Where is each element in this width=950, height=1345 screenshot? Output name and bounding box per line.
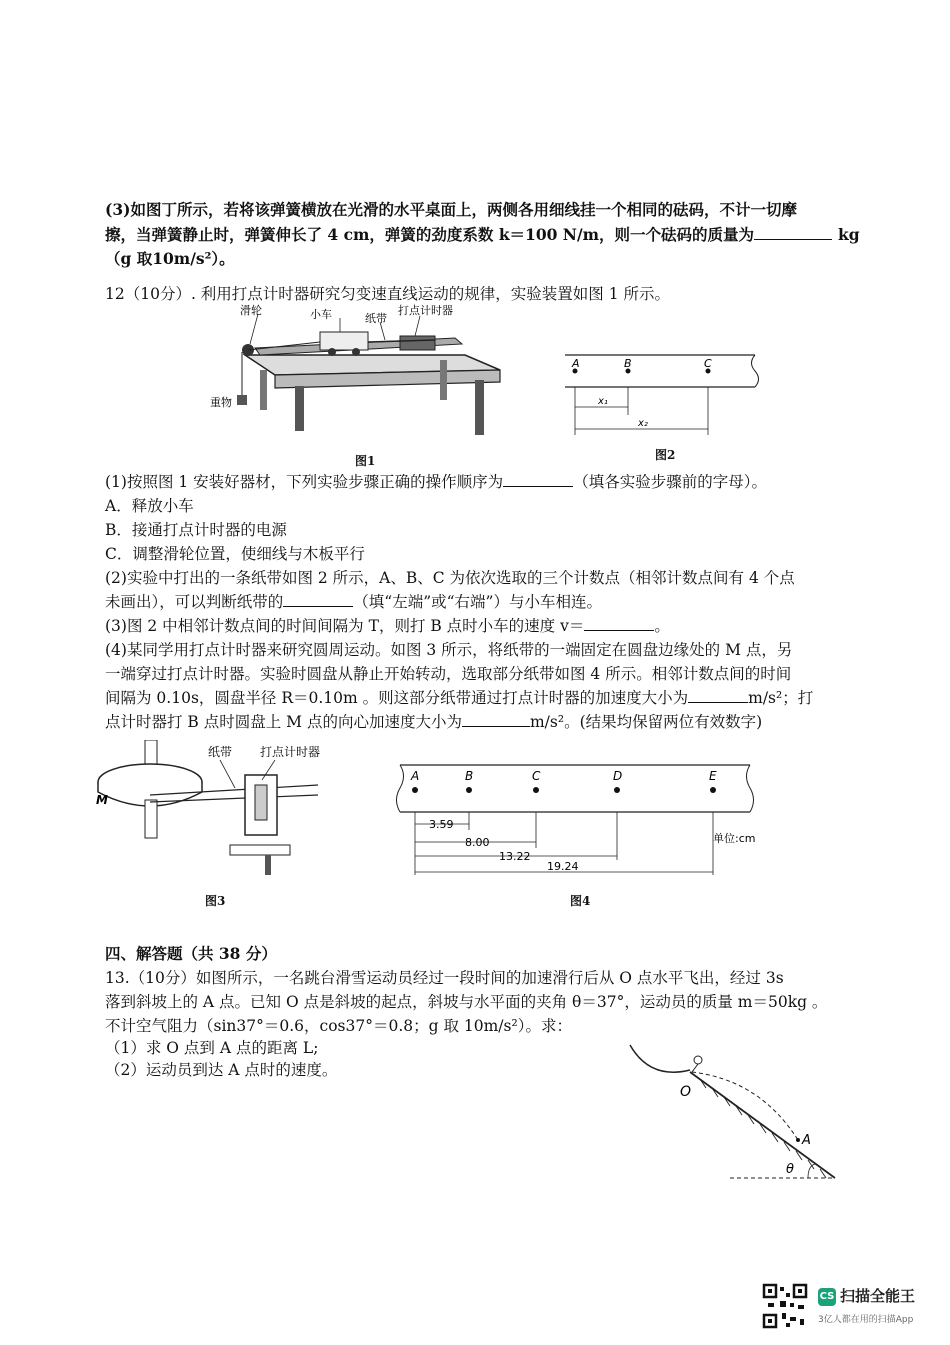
slope-a-label: A [802,1133,811,1148]
answer-blank[interactable] [688,688,748,703]
q12-p2-tail: （填“左端”或“右端”）与小车相连。 [353,593,602,611]
q11-3-unit: kg [838,225,860,244]
q12-option-a: A．释放小车 [105,497,194,515]
fig1-weight-label: 重物 [210,396,232,409]
ski-slope-figure [620,1040,850,1185]
q12-p4-line2: 一端穿过打点计时器。实验时圆盘从静止开始转动，选取部分纸带如图 4 所示。相邻计数点间的时间 [105,665,792,683]
fig2-b: B [624,357,632,370]
fig2-x2: x₂ [638,418,648,429]
fig1-tape-label: 纸带 [365,312,387,325]
fig4-e: E [709,769,717,783]
fig2-caption: 图2 [655,448,676,462]
fig2-c: C [704,357,712,370]
answer-blank[interactable] [754,225,832,240]
fig4-a: A [411,769,420,783]
q11-3-line3: （g 取10m/s²）。 [105,249,235,268]
fig2-x1: x₁ [598,396,608,407]
fig3-caption: 图3 [205,894,226,908]
fig4-d2: 8.00 [465,836,490,849]
q12-title: 12（10分）. 利用打点计时器研究匀变速直线运动的规律，实验装置如图 1 所示。 [105,285,671,303]
q12-p1-tail: （填各实验步骤前的字母）。 [573,473,767,491]
q13-sub1: （1）求 O 点到 A 点的距离 L; [105,1039,319,1057]
fig1-timer-label: 打点计时器 [398,304,453,317]
q13-line3: 不计空气阻力（sin37°＝0.6，cos37°＝0.8；g 取 10m/s²）。求： [105,1017,572,1035]
q12-p3 [105,614,670,636]
qr-code-icon [762,1283,808,1329]
scanner-watermark [818,1285,915,1325]
q12-p4-line3 [105,686,813,708]
q12-p4-line1: (4)某同学用打点计时器来研究圆周运动。如图 3 所示，将纸带的一端固定在圆盘边缘处的 M 点，另 [105,641,793,659]
fig3-m-label: M [96,793,108,807]
q12-option-b: B．接通打点计时器的电源 [105,521,287,539]
fig4-b: B [465,769,474,783]
q12-p1-text: (1)按照图 1 安装好器材，下列实验步骤正确的操作顺序为 [105,473,504,491]
q13-line1: 13.（10分）如图所示，一名跳台滑雪运动员经过一段时间的加速滑行后从 O 点水平飞出，经过 3s [105,969,784,987]
figure-1 [200,300,510,465]
q12-p2-text: 未画出），可以判断纸带的 [105,593,284,611]
fig4-caption: 图4 [570,894,591,908]
q13-line2: 落到斜坡上的 A 点。已知 O 点是斜坡的起点，斜坡与水平面的夹角 θ＝37°，运动员的质量 m＝50kg 。 [105,993,828,1011]
q11-3-line2 [105,223,860,245]
q12-p4-line4-tail: m/s²。(结果均保留两位有效数字) [529,713,763,731]
cs-logo-icon: CS [818,1288,836,1306]
q12-p2-line1: (2)实验中打出的一条纸带如图 2 所示，A、B、C 为依次选取的三个计数点（相邻计数点间有 4 个点 [105,569,795,587]
slope-o-label: O [680,1084,692,1100]
q12-p4-line3-tail: m/s²；打 [748,689,814,707]
section4-title: 四、解答题（共 38 分） [105,944,277,963]
fig4-d1: 3.59 [429,818,454,831]
answer-blank[interactable] [503,472,573,487]
q12-option-c: C．调整滑轮位置，使细线与木板平行 [105,545,365,563]
answer-blank[interactable] [283,592,353,607]
fig4-unit: 单位:cm [713,832,756,845]
figure-2 [560,345,770,440]
q11-3-line2-text: 擦，当弹簧静止时，弹簧伸长了 4 cm，弹簧的劲度系数 k＝100 N/m，则一个砝码的质量为 [105,225,755,244]
fig4-d4: 19.24 [547,860,579,873]
q12-p4-line4-text: 点计时器打 B 点时圆盘上 M 点的向心加速度大小为 [105,713,462,731]
q12-p1 [105,470,767,492]
fig3-timer-label: 打点计时器 [260,745,321,759]
fig1-cart-label: 小车 [310,308,332,321]
fig1-pulley-label: 滑轮 [240,304,262,317]
answer-blank[interactable] [462,712,530,727]
answer-blank[interactable] [584,616,654,631]
q12-p3-text: (3)图 2 中相邻计数点间的时间间隔为 T，则打 B 点时小车的速度 v＝ [105,617,585,635]
q11-3-line1: (3)如图丁所示，若将该弹簧横放在光滑的水平桌面上，两侧各用细线挂一个相同的砝码，不计一切摩 [105,200,797,219]
q13-sub2: （2）运动员到达 A 点时的速度。 [105,1061,338,1079]
fig3-tape-label: 纸带 [208,745,233,759]
figure-3 [90,740,350,880]
q12-p4-line3-text: 间隔为 0.10s，圆盘半径 R＝0.10m 。则这部分纸带通过打点计时器的加速度大小为 [105,689,689,707]
fig2-a: A [572,357,580,370]
fig4-d: D [613,769,623,783]
q12-p4-line4 [105,710,762,732]
fig4-d3: 13.22 [499,850,531,863]
fig1-caption: 图1 [355,454,376,468]
brand-name: 扫描全能王 [840,1287,916,1305]
q12-p3-tail: 。 [654,617,670,635]
figure-4 [395,760,775,880]
slope-theta-label: θ [786,1162,794,1177]
q12-p2-line2 [105,590,602,612]
brand-tagline: 3亿人都在用的扫描App [818,1315,914,1325]
fig4-c: C [532,769,541,783]
